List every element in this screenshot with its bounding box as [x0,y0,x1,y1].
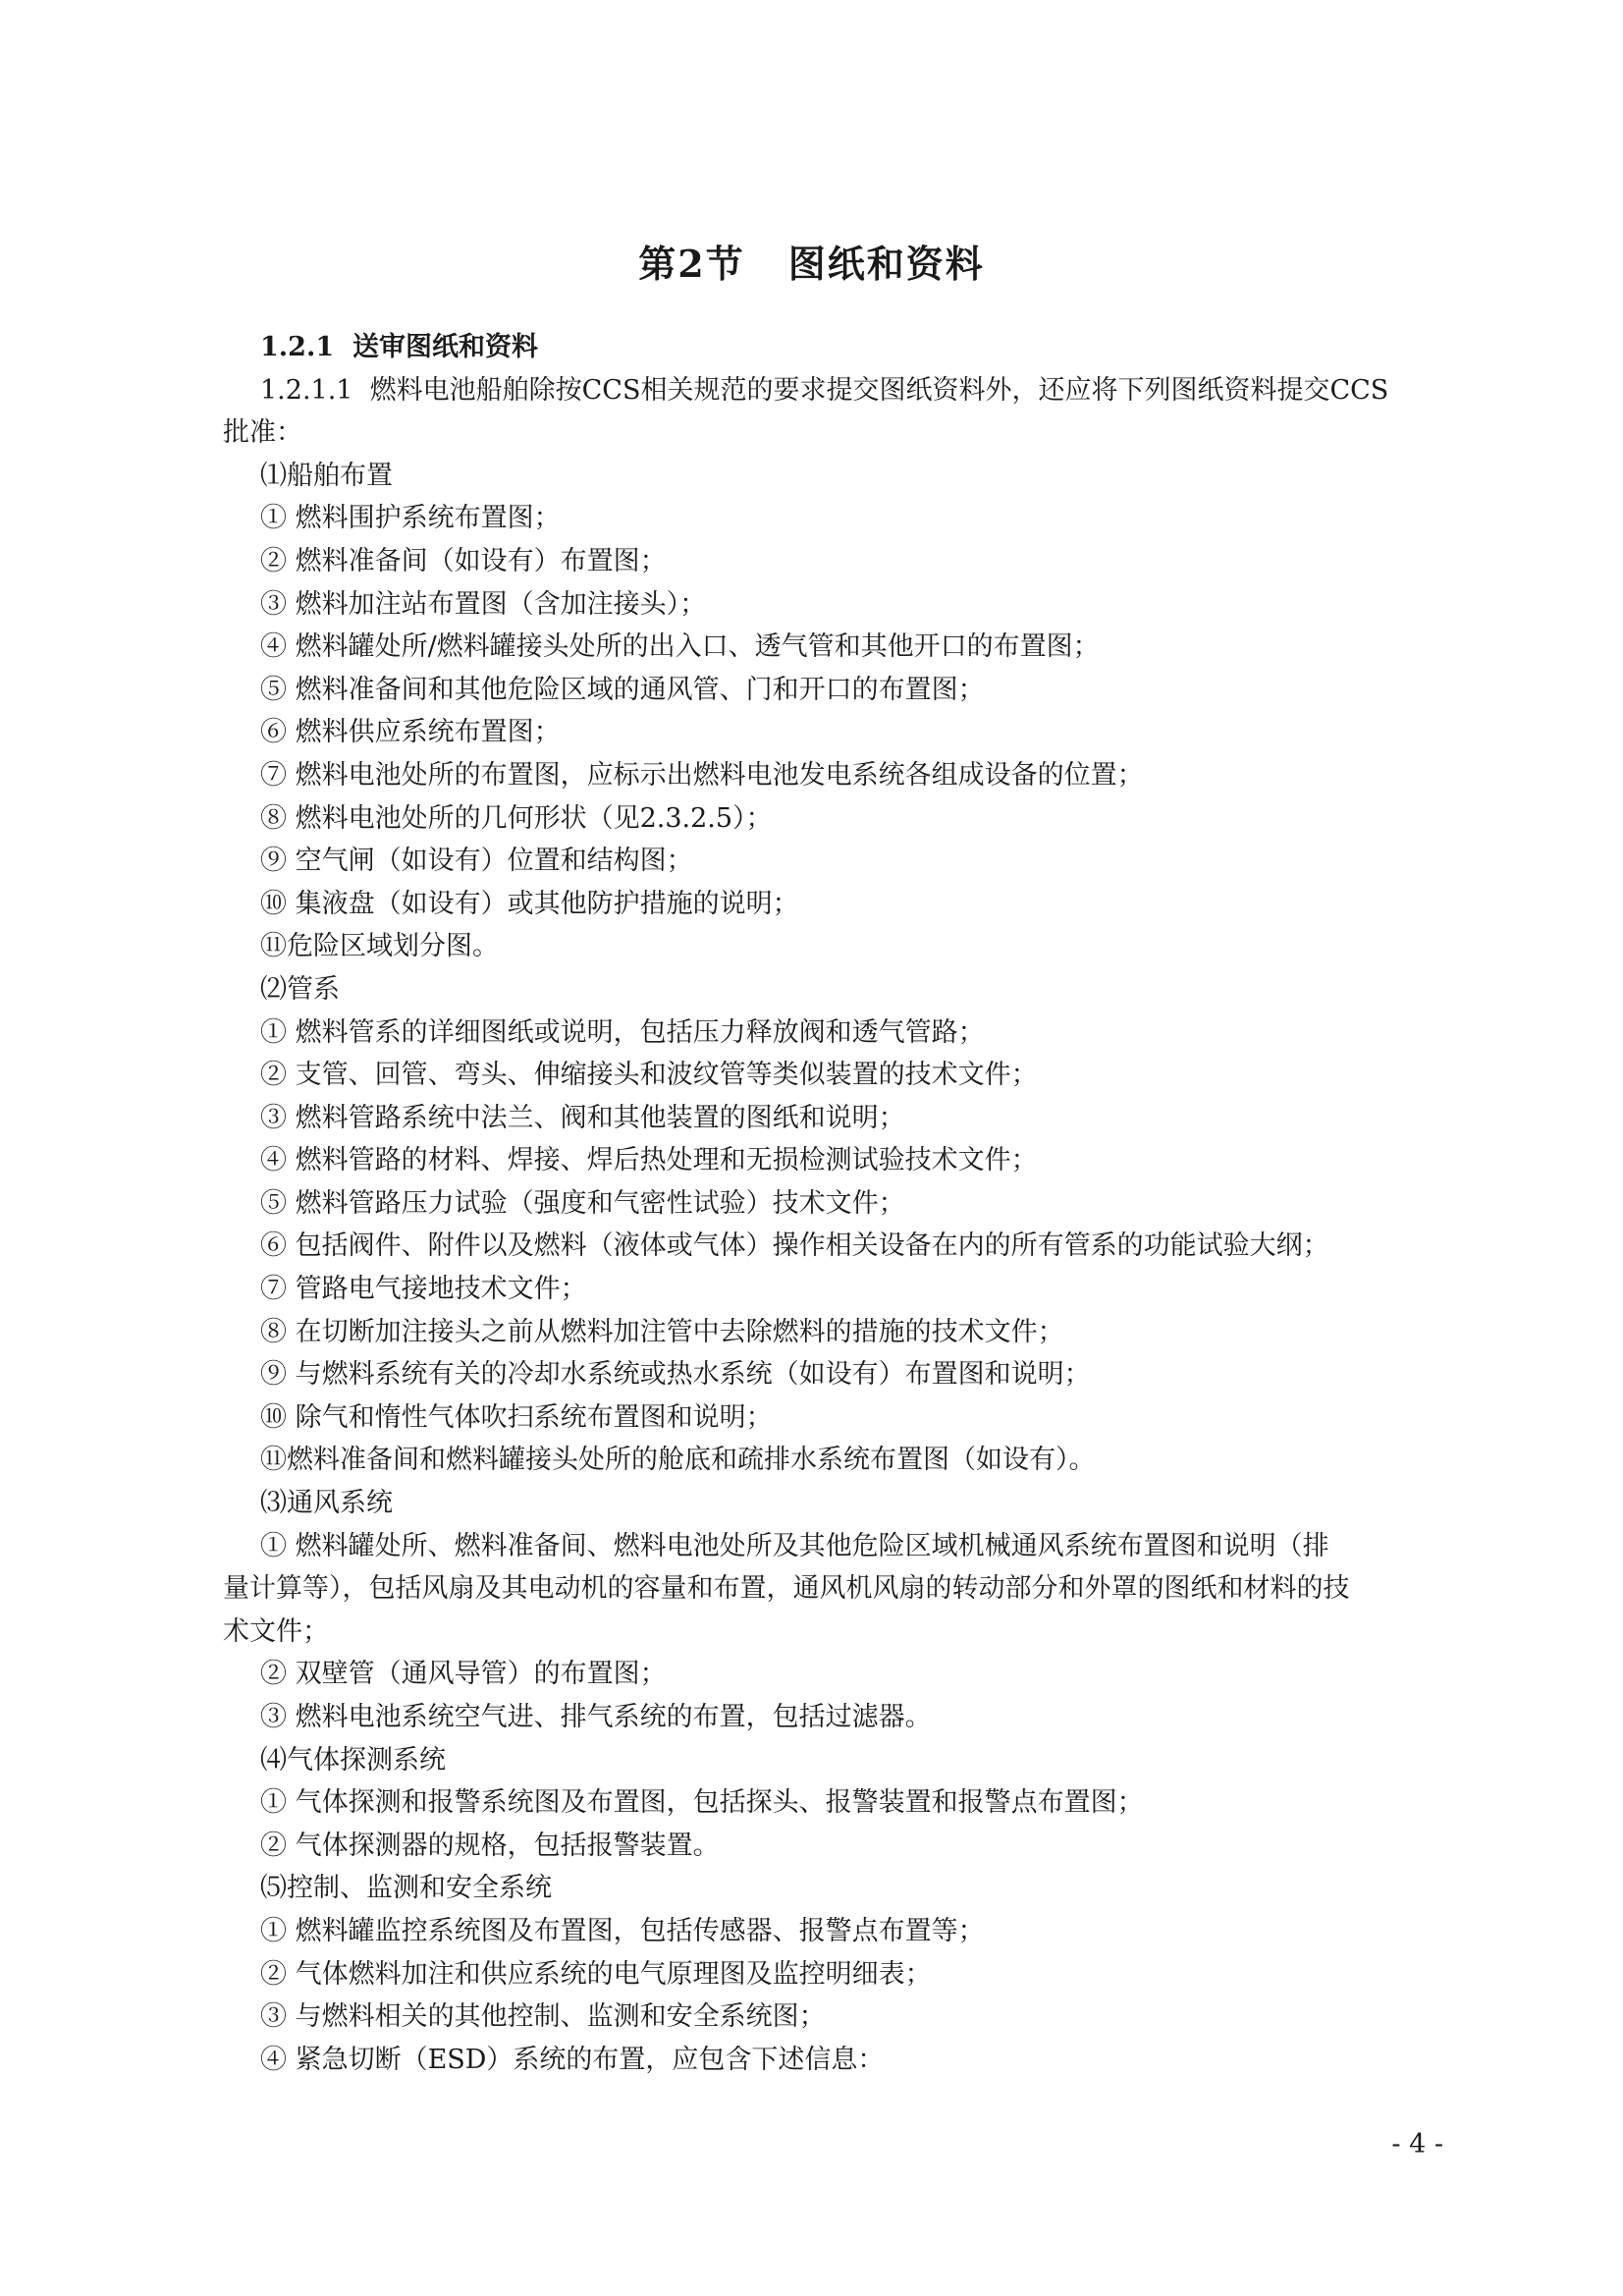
list-item: ① 气体探测和报警系统图及布置图，包括探头、报警装置和报警点布置图； [260,1787,1144,1819]
list-item: ⑪危险区域划分图。 [260,931,499,962]
list-item: ④ 燃料管路的材料、焊接、焊后热处理和无损检测试验技术文件； [260,1145,1038,1176]
document-body [223,326,1443,2081]
list-item: ② 燃料准备间（如设有）布置图； [260,545,667,576]
intro-text-line1: 燃料电池船舶除按CCS相关规范的要求提交图纸资料外，还应将下列图纸资料提交CCS [369,374,1389,406]
list-item: ② 气体燃料加注和供应系统的电气原理图及监控明细表； [260,1958,932,1990]
list-item: ⑤ 燃料管路压力试验（强度和气密性试验）技术文件； [260,1187,905,1219]
list-item: ② 双壁管（通风导管）的布置图； [260,1659,667,1690]
section-label: 第2节 [638,242,745,286]
list-item: ⑩ 除气和惰性气体吹扫系统布置图和说明； [260,1401,773,1433]
list-item: ③ 燃料管路系统中法兰、阀和其他装置的图纸和说明； [260,1102,905,1133]
section-title-text: 图纸和资料 [787,242,985,286]
group-title: ⑷气体探测系统 [260,1744,446,1776]
list-item: ③ 与燃料相关的其他控制、监测和安全系统图； [260,2001,826,2033]
list-item: ⑧ 燃料电池处所的几何形状（见2.3.2.5）； [260,802,773,834]
list-item-long-line2: 量计算等），包括风扇及其电动机的容量和布置，通风机风扇的转动部分和外罩的图纸和材料的技 [223,1573,1350,1605]
section-title [0,234,1623,288]
list-item: ⑨ 空气闸（如设有）位置和结构图； [260,846,693,877]
list-item: ⑤ 燃料准备间和其他危险区域的通风管、门和开口的布置图； [260,674,985,705]
group-title: ⑸控制、监测和安全系统 [260,1873,552,1904]
list-item: ④ 燃料罐处所/燃料罐接头处所的出入口、透气管和其他开口的布置图； [260,631,1100,663]
list-item: ① 燃料罐监控系统图及布置图，包括传感器、报警点布置等； [260,1915,985,1946]
list-item: ③ 燃料电池系统空气进、排气系统的布置，包括过滤器。 [260,1702,932,1732]
list-item: ② 支管、回管、弯头、伸缩接头和波纹管等类似装置的技术文件； [260,1060,1038,1091]
group-title: ⑵管系 [260,973,340,1005]
list-item: ① 燃料围护系统布置图； [260,503,561,534]
list-item: ⑧ 在切断加注接头之前从燃料加注管中去除燃料的措施的技术文件； [260,1316,1064,1347]
list-item-long-line1: ① 燃料罐处所、燃料准备间、燃料电池处所及其他危险区域机械通风系统布置图和说明（排 [260,1530,1329,1561]
list-item: ② 气体探测器的规格，包括报警装置。 [260,1830,720,1861]
list-item: ③ 燃料加注站布置图（含加注接头）； [260,588,707,620]
group-title: ⑶通风系统 [260,1488,393,1519]
subsection-heading [260,326,1443,369]
intro-paragraph-line2: 批准： [223,417,302,449]
heading-number: 1.2.1 [260,332,335,362]
heading-text: 送审图纸和资料 [352,332,538,362]
group-title: ⑴船舶布置 [260,460,393,491]
page-number: - 4 - [1391,2129,1443,2159]
list-item: ① 燃料管系的详细图纸或说明，包括压力释放阀和透气管路； [260,1016,985,1048]
list-item: ⑪燃料准备间和燃料罐接头处所的舱底和疏排水系统布置图（如设有）。 [260,1445,1096,1476]
list-item: ⑥ 燃料供应系统布置图； [260,717,561,748]
list-item: ⑥ 包括阀件、附件以及燃料（液体或气体）操作相关设备在内的所有管系的功能试验大纲； [260,1230,1329,1262]
list-item: ⑦ 管路电气接地技术文件； [260,1274,587,1305]
intro-number: 1.2.1.1 [260,374,353,406]
list-item: ⑨ 与燃料系统有关的冷却水系统或热水系统（如设有）布置图和说明； [260,1359,1091,1391]
list-item-long-line3: 术文件； [223,1615,329,1647]
list-item: ⑦ 燃料电池处所的布置图，应标示出燃料电池发电系统各组成设备的位置； [260,759,1144,791]
list-item: ④ 紧急切断（ESD）系统的布置，应包含下述信息： [260,2044,885,2075]
intro-paragraph-line1 [260,369,1443,412]
list-item: ⑩ 集液盘（如设有）或其他防护措施的说明； [260,888,799,919]
